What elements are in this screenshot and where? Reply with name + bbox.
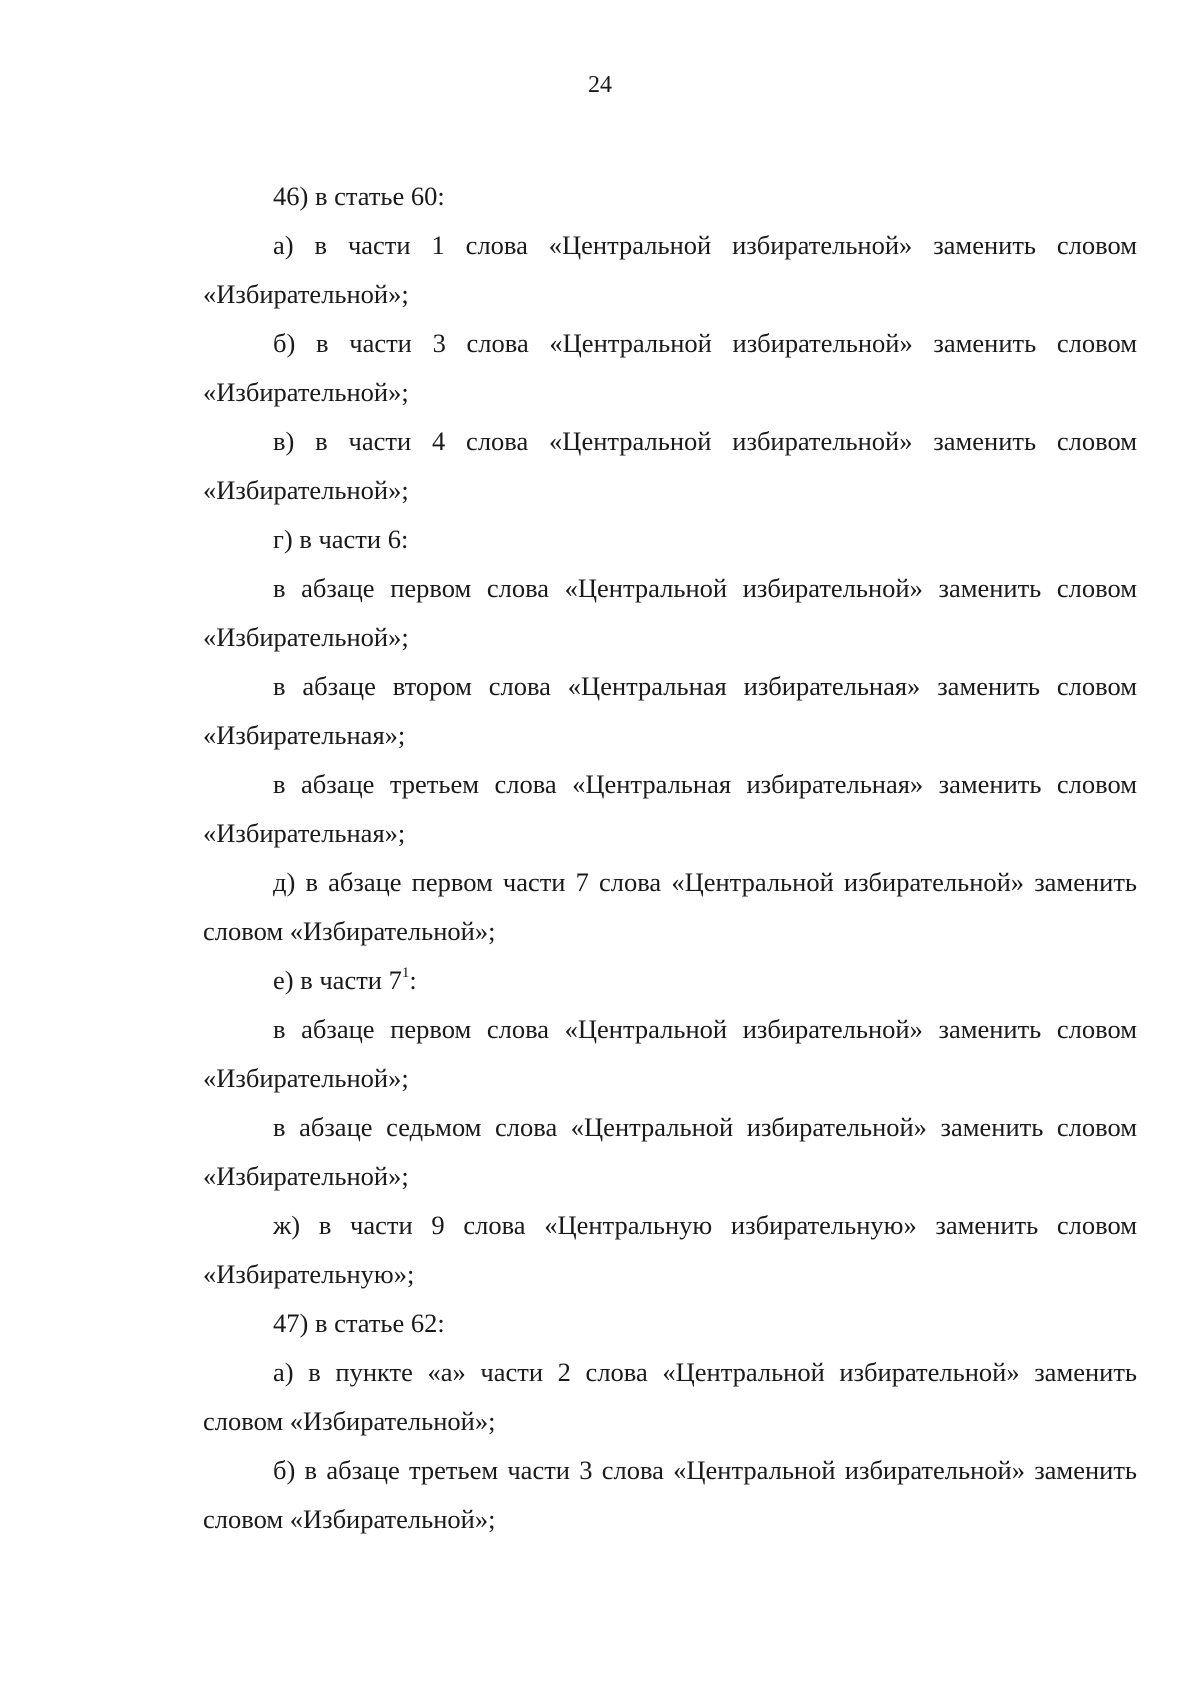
paragraph: а) в части 1 слова «Центральной избирательной» заменить словом «Избирательной»; <box>203 230 1137 309</box>
paragraph-text-tail: : <box>409 965 417 995</box>
paragraph: б) в абзаце третьем части 3 слова «Центральной избирательной» заменить словом «Избирательной»; <box>203 1455 1137 1534</box>
paragraph: б) в части 3 слова «Центральной избирательной» заменить словом «Избирательной»; <box>203 328 1137 407</box>
paragraph: 47) в статье 62: <box>273 1308 445 1338</box>
paragraph: в абзаце первом слова «Центральной избирательной» заменить словом «Избирательной»; <box>203 573 1137 652</box>
paragraph: в абзаце втором слова «Центральная избирательная» заменить словом «Избирательная»; <box>203 671 1137 750</box>
superscript: 1 <box>401 965 410 982</box>
paragraph-text: е) в части 7 <box>273 965 402 995</box>
paragraph: 46) в статье 60: <box>273 181 445 211</box>
paragraph: в) в части 4 слова «Центральной избирательной» заменить словом «Избирательной»; <box>203 426 1137 505</box>
page-number: 24 <box>588 72 612 98</box>
paragraph: а) в пункте «а» части 2 слова «Центральной избирательной» заменить словом «Избирательной»; <box>203 1357 1137 1436</box>
paragraph: г) в части 6: <box>273 524 409 554</box>
paragraph: в абзаце первом слова «Центральной избирательной» заменить словом «Избирательной»; <box>203 1014 1137 1093</box>
paragraph: д) в абзаце первом части 7 слова «Центральной избирательной» заменить словом «Избирательной»; <box>203 867 1137 946</box>
paragraph-with-superscript <box>203 956 1137 1005</box>
paragraph: в абзаце третьем слова «Центральная избирательная» заменить словом «Избирательная»; <box>203 769 1137 848</box>
paragraph: ж) в части 9 слова «Центральную избирательную» заменить словом «Избирательную»; <box>203 1210 1137 1289</box>
document-body <box>203 172 1137 1544</box>
paragraph: в абзаце седьмом слова «Центральной избирательной» заменить словом «Избирательной»; <box>203 1112 1137 1191</box>
